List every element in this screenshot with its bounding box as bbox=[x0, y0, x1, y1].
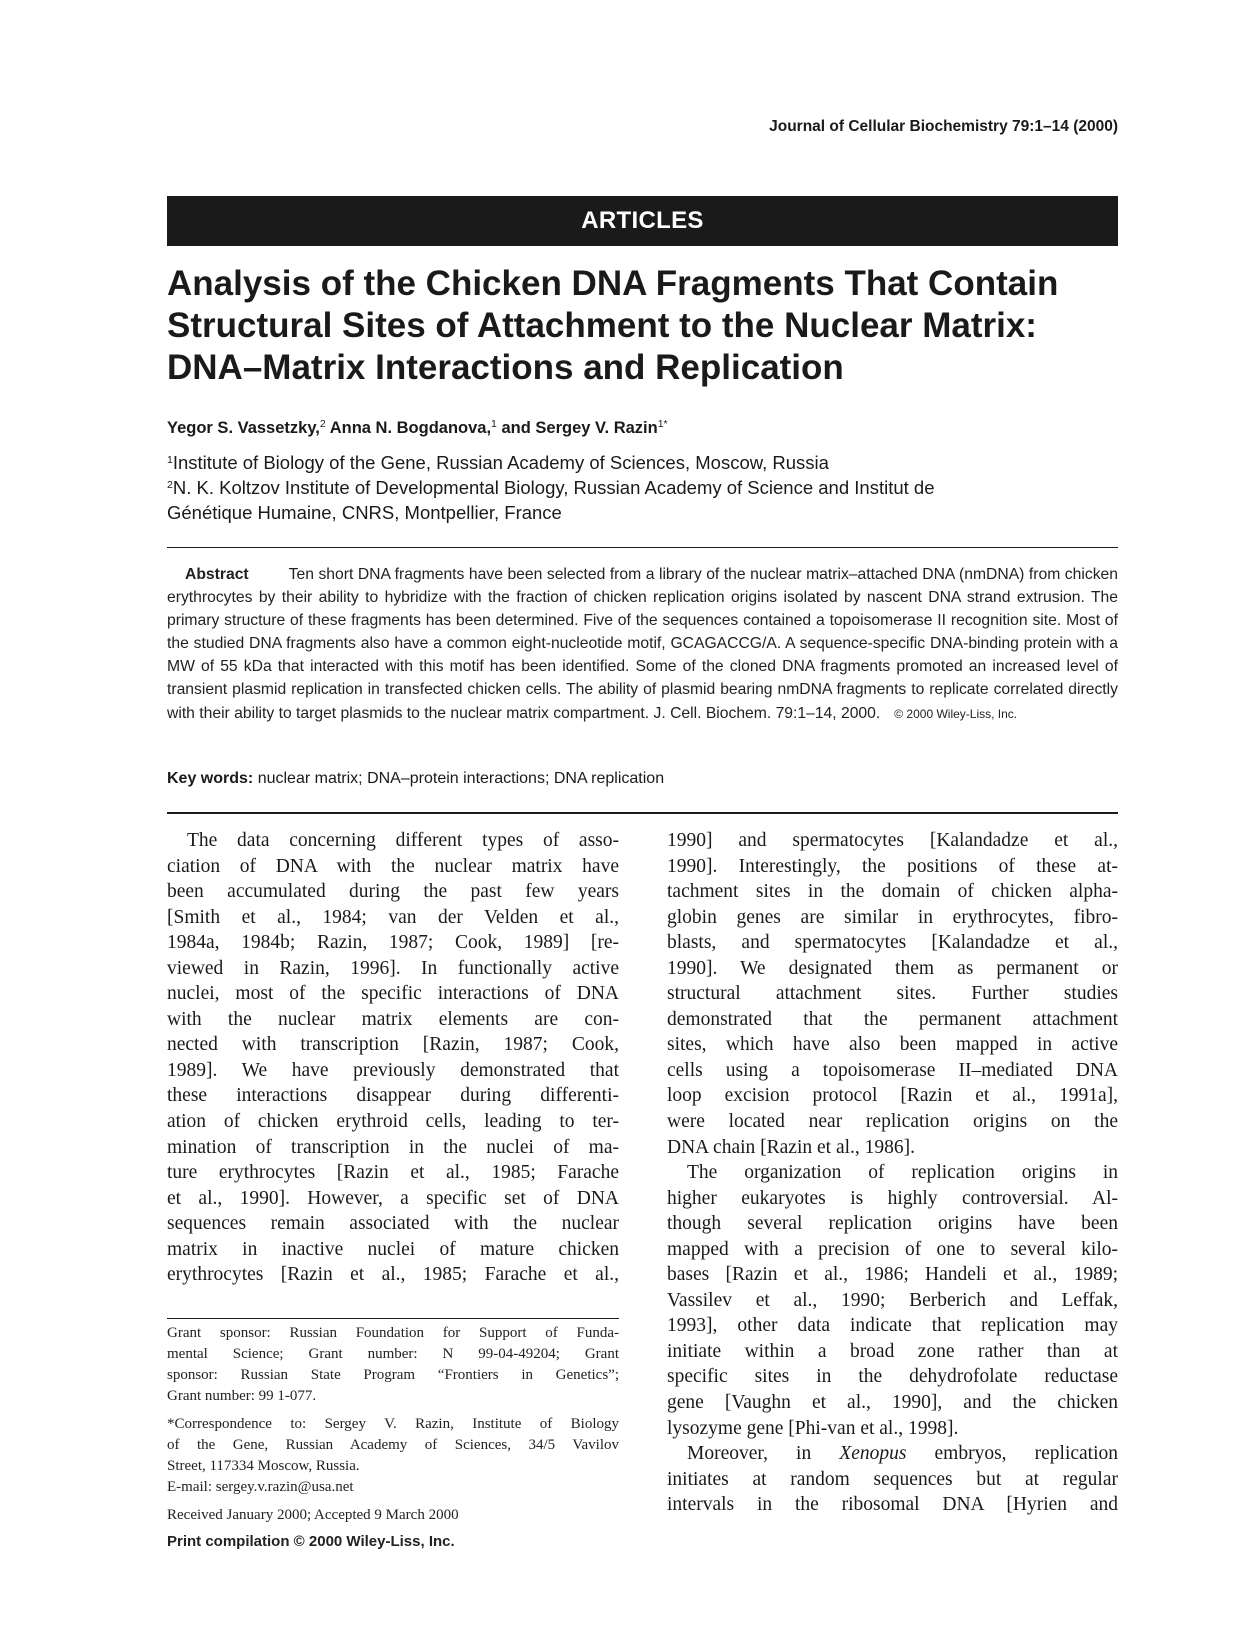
body-line: DNA chain [Razin et al., 1986]. bbox=[667, 1136, 916, 1158]
body-column-right bbox=[667, 828, 1118, 1518]
body-line: viewed in Razin, 1996]. In functionally active bbox=[167, 957, 619, 979]
abstract-heading: Abstract bbox=[185, 566, 249, 583]
body-line: 1989]. We have previously demonstrated that bbox=[167, 1059, 619, 1081]
body-top-rule bbox=[167, 812, 1118, 814]
body-line: were located near replication origins on the bbox=[667, 1111, 1118, 1133]
author-connector: and bbox=[501, 419, 531, 437]
keywords-text: nuclear matrix; DNA–protein interactions; DNA replication bbox=[257, 770, 665, 787]
abstract-copyright: © 2000 Wiley-Liss, Inc. bbox=[894, 706, 1018, 721]
section-label: ARTICLES bbox=[581, 207, 704, 234]
body-text: embryos, replication bbox=[934, 1443, 1119, 1465]
body-line: initiates at random sequences but at regular bbox=[667, 1468, 1118, 1490]
body-line: The organization of replication origins in bbox=[687, 1162, 1118, 1184]
body-line: [Smith et al., 1984; van der Velden et al., bbox=[167, 906, 619, 928]
body-line: The data concerning different types of asso- bbox=[187, 830, 619, 851]
body-line: though several replication origins have been bbox=[667, 1213, 1118, 1235]
affiliation-line bbox=[167, 475, 1118, 500]
body-line: globin genes are similar in erythrocytes, fibro- bbox=[667, 906, 1118, 928]
grant-line: sponsor: Russian State Program “Frontiers in Genetics”; bbox=[167, 1367, 619, 1383]
author-name: Anna N. Bogdanova, bbox=[329, 419, 492, 437]
body-line: nected with transcription [Razin, 1987; Cook, bbox=[167, 1034, 619, 1056]
correspondence-line: of the Gene, Russian Academy of Sciences, 34/5 Vavilov bbox=[167, 1437, 619, 1453]
affiliation-line bbox=[167, 450, 1118, 475]
body-line: erythrocytes [Razin et al., 1985; Farache et al., bbox=[167, 1264, 619, 1286]
body-column-left bbox=[167, 828, 619, 1288]
body-line: structural attachment sites. Further studies bbox=[667, 983, 1118, 1005]
journal-citation: Journal of Cellular Biochemistry 79:1–14 (2000) bbox=[769, 118, 1118, 135]
affiliation-line bbox=[167, 500, 1118, 525]
body-line: lysozyme gene [Phi-van et al., 1998]. bbox=[667, 1417, 959, 1439]
title-line: DNA–Matrix Interactions and Replication bbox=[167, 348, 844, 387]
received-line: Received January 2000; Accepted 9 March 2000 bbox=[167, 1507, 459, 1523]
article-title bbox=[167, 263, 1127, 389]
keywords bbox=[167, 770, 1118, 788]
body-line: mapped with a precision of one to several kilo- bbox=[667, 1238, 1118, 1260]
author-name: Yegor S. Vassetzky, bbox=[167, 419, 320, 437]
affiliation-mark: 2 bbox=[167, 479, 173, 491]
abstract-text: Ten short DNA fragments have been selected from a library of the nuclear matrix–attached DNA (nmDNA) from chicken erythrocytes by their ability to hybridize with the fraction of chicken replication origins isolated by nascent DNA strand extrusion. The primary structure of these fragments has been determined. Five of the sequences contained a topoisomerase II recognition site. Most of the studied DNA fragments also have a common eight-nucleotide motif, GCAGACCG/A. A sequence-specific DNA-binding protein with a MW of 55 kDa that interacted with this motif has been identified. Some of the cloned DNA fragments promoted an increased level of transient plasmid replication in transfected chicken cells. The ability of plasmid bearing nmDNA fragments to replicate correlated directly with their ability to target plasmids to the nuclear matrix compartment. J. Cell. Biochem. 79:1–14, 2000. bbox=[167, 566, 1118, 722]
affiliations bbox=[167, 450, 1118, 525]
keywords-heading: Key words: bbox=[167, 770, 254, 787]
body-line: sites, which have also been mapped in active bbox=[667, 1034, 1118, 1056]
grant-line: Grant sponsor: Russian Foundation for Support of Funda- bbox=[167, 1325, 619, 1341]
body-line: mination of transcription in the nuclei of ma- bbox=[167, 1136, 619, 1158]
body-line: intervals in the ribosomal DNA [Hyrien and bbox=[667, 1494, 1118, 1516]
affiliation-text: Génétique Humaine, CNRS, Montpellier, France bbox=[167, 502, 562, 523]
section-banner bbox=[167, 196, 1118, 246]
body-line: cells using a topoisomerase II–mediated DNA bbox=[667, 1059, 1118, 1081]
grant-line: mental Science; Grant number: N 99-04-49204; Grant bbox=[167, 1346, 619, 1362]
correspondence-line: Street, 117334 Moscow, Russia. bbox=[167, 1458, 360, 1474]
body-line: higher eukaryotes is highly controversial. Al- bbox=[667, 1187, 1118, 1209]
author-affiliation-mark: 2 bbox=[319, 418, 326, 430]
body-line: demonstrated that the permanent attachment bbox=[667, 1008, 1118, 1030]
body-line: 1990] and spermatocytes [Kalandadze et al., bbox=[667, 830, 1118, 851]
body-line bbox=[667, 1441, 1118, 1467]
body-line: ation of chicken erythroid cells, leading to ter- bbox=[167, 1111, 619, 1133]
body-line: et al., 1990]. However, a specific set of DNA bbox=[167, 1187, 619, 1209]
species-name: Xenopus bbox=[839, 1443, 907, 1465]
footnote-rule bbox=[167, 1318, 619, 1319]
email-line: E-mail: sergey.v.razin@usa.net bbox=[167, 1479, 354, 1495]
author-affiliation-mark: 1 bbox=[491, 418, 497, 430]
body-line: specific sites in the dehydrofolate reductase bbox=[667, 1366, 1118, 1388]
body-line: been accumulated during the past few years bbox=[167, 881, 619, 903]
affiliation-text: Institute of Biology of the Gene, Russian Academy of Sciences, Moscow, Russia bbox=[172, 452, 829, 473]
body-line: 1990]. We designated them as permanent or bbox=[667, 957, 1118, 979]
author-name: Sergey V. Razin bbox=[535, 419, 658, 437]
body-line: these interactions disappear during differenti- bbox=[167, 1085, 619, 1107]
abstract-top-rule bbox=[167, 547, 1118, 548]
body-line: gene [Vaughn et al., 1990], and the chicken bbox=[667, 1392, 1118, 1414]
body-line: Vassilev et al., 1990; Berberich and Leffak, bbox=[667, 1289, 1118, 1311]
body-line: tachment sites in the domain of chicken alpha- bbox=[667, 881, 1118, 903]
body-line: sequences remain associated with the nuclear bbox=[167, 1213, 619, 1235]
body-line: blasts, and spermatocytes [Kalandadze et al., bbox=[667, 932, 1118, 954]
body-line: 1990]. Interestingly, the positions of these at- bbox=[667, 855, 1118, 877]
body-line: 1993], other data indicate that replication may bbox=[667, 1315, 1118, 1337]
body-line: ciation of DNA with the nuclear matrix have bbox=[167, 855, 619, 877]
body-line: initiate within a broad zone rather than at bbox=[667, 1340, 1118, 1362]
body-text: Moreover, in bbox=[687, 1443, 812, 1465]
body-line: ture erythrocytes [Razin et al., 1985; Farache bbox=[167, 1162, 619, 1184]
grant-line: Grant number: 99 1-077. bbox=[167, 1388, 317, 1404]
correspondence-line: *Correspondence to: Sergey V. Razin, Institute of Biology bbox=[167, 1416, 619, 1432]
body-line: with the nuclear matrix elements are con- bbox=[167, 1008, 619, 1030]
title-line: Analysis of the Chicken DNA Fragments That Contain bbox=[167, 264, 1059, 303]
affiliation-mark: 1 bbox=[167, 454, 173, 466]
author-affiliation-mark: 1* bbox=[657, 418, 668, 430]
print-compilation: Print compilation © 2000 Wiley-Liss, Inc. bbox=[167, 1533, 455, 1550]
body-line: bases [Razin et al., 1986; Handeli et al., 1989; bbox=[667, 1264, 1118, 1286]
abstract bbox=[167, 563, 1118, 726]
body-line: 1984a, 1984b; Razin, 1987; Cook, 1989] [re- bbox=[167, 932, 619, 954]
body-line: loop excision protocol [Razin et al., 1991a], bbox=[667, 1085, 1118, 1107]
affiliation-text: N. K. Koltzov Institute of Developmental Biology, Russian Academy of Science and Institut de bbox=[172, 477, 935, 498]
author-list bbox=[167, 419, 1118, 438]
title-line: Structural Sites of Attachment to the Nuclear Matrix: bbox=[167, 306, 1037, 345]
body-line: matrix in inactive nuclei of mature chicken bbox=[167, 1238, 619, 1260]
body-line: nuclei, most of the specific interactions of DNA bbox=[167, 983, 619, 1005]
footnotes bbox=[167, 1323, 619, 1552]
